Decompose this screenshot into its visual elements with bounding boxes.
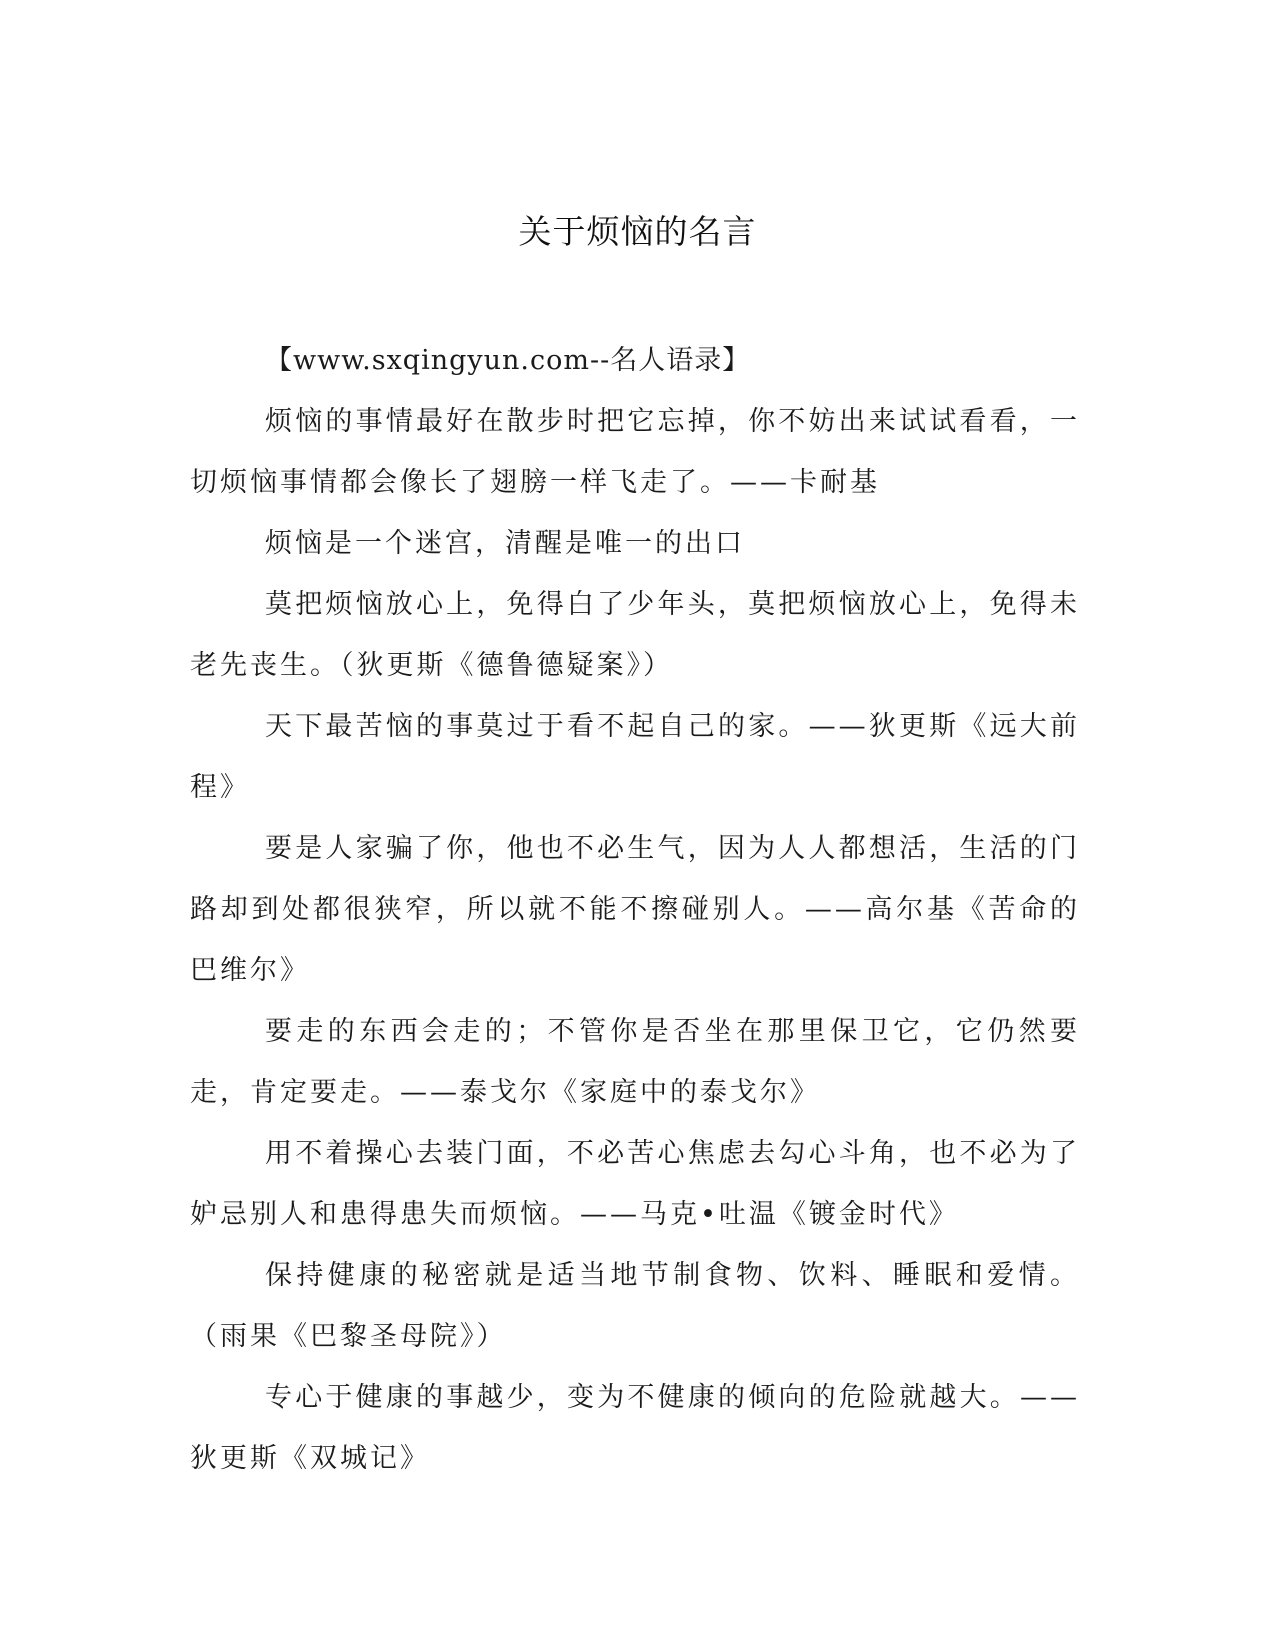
- source-line: 【www.sxqingyun.com--名人语录】: [265, 345, 751, 376]
- document-body: [190, 330, 1080, 1489]
- quote-paragraph: 烦恼是一个迷宫，清醒是唯一的出口: [265, 528, 745, 559]
- quote-paragraph: 要走的东西会走的；不管你是否坐在那里保卫它，它仍然要走，肯定要走。——泰戈尔《家庭中的泰戈尔》: [190, 1016, 1080, 1108]
- quote-paragraph: 用不着操心去装门面，不必苦心焦虑去勾心斗角，也不必为了妒忌别人和患得患失而烦恼。——马克•吐温《镀金时代》: [190, 1138, 1080, 1230]
- quote-paragraph: 保持健康的秘密就是适当地节制食物、饮料、睡眠和爱情。（雨果《巴黎圣母院》）: [190, 1260, 1080, 1352]
- quote-paragraph: 天下最苦恼的事莫过于看不起自己的家。——狄更斯《远大前程》: [190, 711, 1080, 803]
- quote-paragraph: 烦恼的事情最好在散步时把它忘掉，你不妨出来试试看看，一切烦恼事情都会像长了翅膀一样飞走了。——卡耐基: [190, 406, 1080, 498]
- quote-paragraph: 要是人家骗了你，他也不必生气，因为人人都想活，生活的门路却到处都很狭窄，所以就不能不擦碰别人。——高尔基《苦命的巴维尔》: [190, 833, 1080, 986]
- document-title: 关于烦恼的名言: [518, 212, 757, 251]
- quote-paragraph: 莫把烦恼放心上，免得白了少年头，莫把烦恼放心上，免得未老先丧生。（狄更斯《德鲁德疑案》）: [190, 589, 1080, 681]
- quote-paragraph: 专心于健康的事越少，变为不健康的倾向的危险就越大。——狄更斯《双城记》: [190, 1382, 1080, 1474]
